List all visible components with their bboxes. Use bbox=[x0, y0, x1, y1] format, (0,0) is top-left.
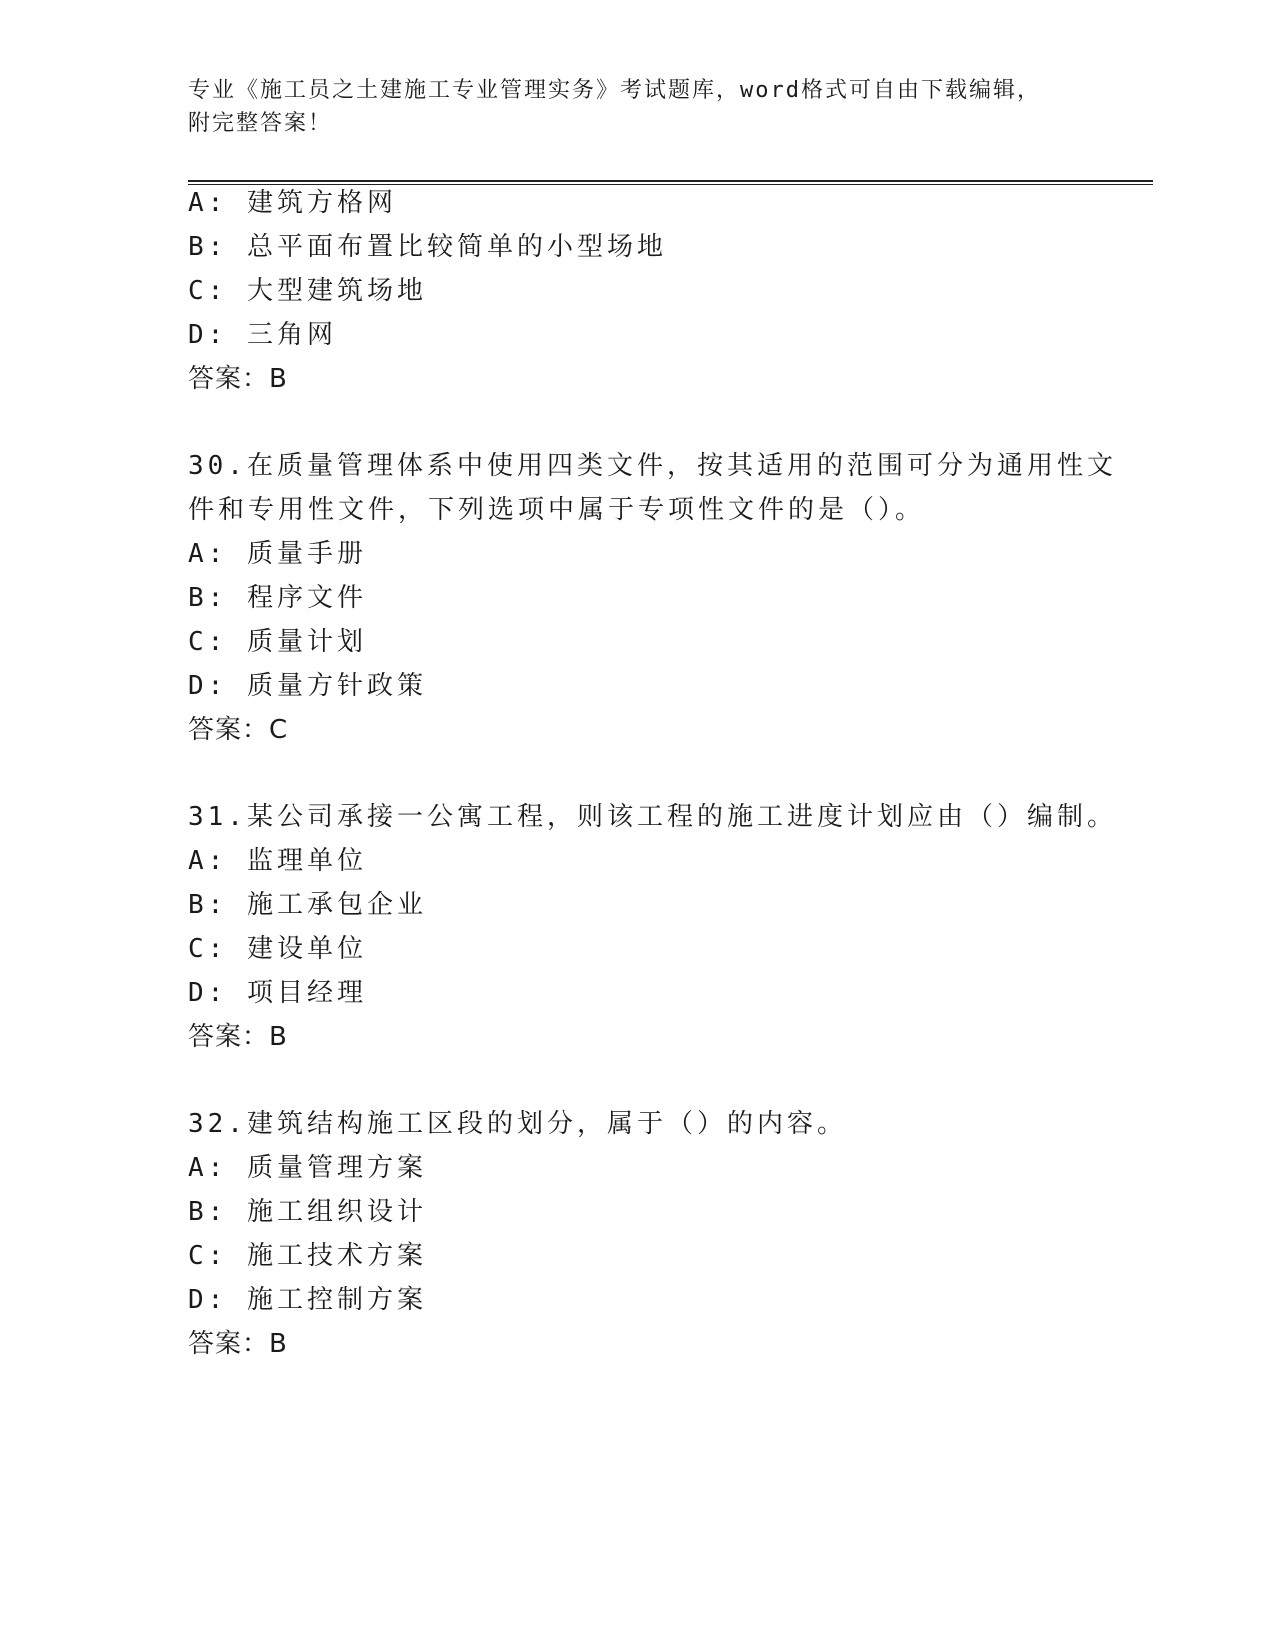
option-d: D: 项目经理 bbox=[188, 978, 367, 1008]
answer: 答案：B bbox=[188, 1022, 288, 1052]
answer: 答案：B bbox=[188, 364, 288, 394]
document-header bbox=[188, 74, 1088, 140]
option-b: B: 程序文件 bbox=[188, 583, 367, 613]
question-30-stem-line-2: 件和专用性文件，下列选项中属于专项性文件的是（）。 bbox=[188, 495, 926, 525]
option-b: B: 施工承包企业 bbox=[188, 890, 427, 920]
option-c: C: 施工技术方案 bbox=[188, 1241, 427, 1271]
option-a: A: 建筑方格网 bbox=[188, 188, 397, 218]
question-31-stem: 31.某公司承接一公寓工程，则该工程的施工进度计划应由（）编制。 bbox=[188, 802, 1117, 832]
option-d: D: 三角网 bbox=[188, 320, 337, 350]
option-b: B: 施工组织设计 bbox=[188, 1197, 427, 1227]
question-32-stem: 32.建筑结构施工区段的划分，属于（）的内容。 bbox=[188, 1109, 847, 1139]
option-a: A: 监理单位 bbox=[188, 846, 367, 876]
header-line-2: 附完整答案！ bbox=[188, 111, 333, 136]
option-a: A: 质量管理方案 bbox=[188, 1153, 427, 1183]
option-d: D: 质量方针政策 bbox=[188, 671, 427, 701]
option-a: A: 质量手册 bbox=[188, 539, 367, 569]
header-line-1: 专业《施工员之土建施工专业管理实务》考试题库，word格式可自由下载编辑， bbox=[188, 78, 1041, 103]
answer: 答案：B bbox=[188, 1329, 288, 1359]
option-c: C: 建设单位 bbox=[188, 934, 367, 964]
option-c: C: 大型建筑场地 bbox=[188, 276, 427, 306]
option-d: D: 施工控制方案 bbox=[188, 1285, 427, 1315]
option-c: C: 质量计划 bbox=[188, 627, 367, 657]
option-b: B: 总平面布置比较简单的小型场地 bbox=[188, 232, 667, 262]
answer: 答案：C bbox=[188, 715, 289, 745]
question-30-stem-line-1: 30.在质量管理体系中使用四类文件，按其适用的范围可分为通用性文 bbox=[188, 451, 1117, 481]
